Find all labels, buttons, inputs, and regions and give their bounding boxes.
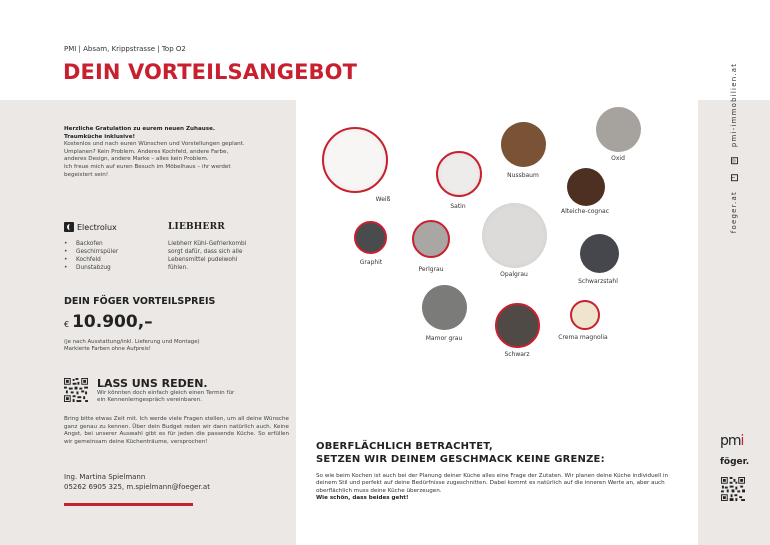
swatch-label: Mamor grau (425, 335, 463, 342)
swatch-label: Alteiche-cognac (561, 208, 609, 215)
list-item: • Dunstabzug (64, 264, 118, 272)
swatch[interactable] (567, 168, 605, 206)
list-item: • Backofen (64, 240, 118, 248)
intro-line: Umplanen? Kein Problem. Anderes Kochfeld, andere Farbe, (64, 148, 229, 155)
intro-line: Ich freue mich auf euren Besuch im Möbelhaus – ihr werdet (64, 163, 231, 170)
price-heading: DEIN FÖGER VORTEILSPREIS (64, 296, 216, 307)
swatch[interactable] (412, 220, 450, 258)
swatch-label: Graphit (359, 259, 383, 266)
intro-line: Kostenlos und nach euren Wünschen und Vorstellungen geplant. (64, 141, 245, 148)
instagram-icon[interactable]: ◎ (730, 157, 737, 163)
swatch-label: Nussbaum (507, 172, 539, 179)
swatch-label: Schwarzstahl (578, 278, 618, 285)
website-link-pmi[interactable]: pmi-immobilien.at (730, 62, 738, 147)
swatch[interactable] (322, 127, 388, 193)
talk-line-2: ein Kennenlerngespräch vereinbaren. (97, 397, 202, 404)
facebook-icon[interactable]: f (731, 174, 738, 181)
swatch-label: Schwarz (504, 351, 530, 358)
swatch-label: Opalgrau (500, 271, 528, 278)
intro-text (64, 126, 289, 179)
liebherr-line: fühlen. (168, 265, 189, 271)
swatch[interactable] (495, 303, 540, 348)
electrolux-name: Electrolux (77, 222, 117, 232)
liebherr-line: Liebherr Kühl-Gefrierkombi (168, 241, 247, 247)
price (64, 312, 153, 332)
qr-code-icon[interactable] (721, 477, 745, 501)
list-item: • Geschirrspüler (64, 248, 118, 256)
section-closing: Wie schön, dass beides geht! (316, 495, 409, 502)
liebherr-line: Lebensmittel pudelwohl (168, 257, 238, 263)
section-title-line-1: OBERFLÄCHLICH BETRACHTET, (316, 441, 493, 452)
pmi-logo-text: pm (720, 433, 741, 449)
foger-logo: föger. (720, 457, 750, 467)
price-currency: € (64, 320, 70, 329)
section-text (316, 473, 686, 503)
talk-title: LASS UNS REDEN. (97, 377, 208, 390)
pmi-logo-accent: i (740, 433, 744, 449)
swatch-label: Oxid (611, 155, 625, 162)
swatch[interactable] (482, 203, 547, 268)
price-value: 10.900,– (72, 312, 153, 332)
breadcrumb: PMI | Absam, Krippstrasse | Top O2 (64, 45, 186, 53)
liebherr-line: sorgt dafür, dass sich alle (168, 249, 243, 255)
electrolux-logo-icon (64, 222, 74, 232)
contact (64, 472, 210, 492)
swatch-label: Crema magnolia (558, 334, 608, 341)
intro-line: begeistert sein! (64, 171, 109, 178)
intro-line: anderes Design, andere Marke – alles kein Problem. (64, 156, 209, 163)
liebherr-description (168, 240, 288, 272)
price-note-line-1: (je nach Ausstattung/inkl. Lieferung und Montage) (64, 339, 200, 345)
swatch-label: Satin (450, 203, 466, 210)
swatch[interactable] (580, 234, 619, 273)
pmi-logo (720, 433, 743, 449)
intro-headline-1: Herzliche Gratulation zu eurem neuen Zuhause. (64, 126, 215, 132)
swatch[interactable] (354, 221, 387, 254)
electrolux-appliance-list (64, 240, 118, 272)
website-link-foeger[interactable]: foeger.at (730, 190, 738, 233)
swatch-label: Perlgrau (418, 266, 444, 273)
talk-text (97, 390, 234, 405)
price-note (64, 339, 200, 353)
intro-headline-2: Traumküche inklusive! (64, 133, 136, 140)
contact-details[interactable]: 05262 6905 325, m.spielmann@foeger.at (64, 483, 210, 491)
swatch[interactable] (501, 122, 546, 167)
section-title-line-2: SETZEN WIR DEINEM GESCHMACK KEINE GRENZE: (316, 454, 605, 465)
section-title (316, 440, 605, 466)
body-text: Bring bitte etwas Zeit mit. Ich werde viele Fragen stellen, um all deine Wünsche ganz genau zu kennen. Über dein Budget reden wir dann natürlich auch. Keine Angst, bei unserer Auswahl gibt es für jeden die passende Küche. So erfüllen wir gemeinsam deine Küchenträume, versprochen! (64, 416, 289, 445)
swatch[interactable] (422, 285, 467, 330)
brand-row (64, 222, 289, 234)
swatch-label: Weiß (375, 196, 391, 203)
list-item: • Kochfeld (64, 256, 118, 264)
electrolux-logo (64, 222, 117, 232)
section-paragraph: So wie beim Kochen ist auch bei der Planung deiner Küche alles eine Frage der Zutaten. Wir planen deine Küche individuell in deinem Stil und perfekt auf deine Bedürfnisse zugeschnitten. Dabei kommt es natürlich auf die inneren Werte an, aber auch oberflächlich muss deine Küche überzeugen. (316, 473, 669, 494)
page-title: DEIN VORTEILSANGEBOT (63, 60, 358, 84)
qr-code-icon[interactable] (64, 378, 88, 402)
swatch[interactable] (436, 151, 482, 197)
price-note-line-2: Markierte Farben ohne Aufpreis! (64, 346, 151, 353)
contact-name: Ing. Martina Spielmann (64, 473, 146, 481)
swatch[interactable] (596, 107, 641, 152)
swatch[interactable] (570, 300, 600, 330)
talk-line-1: Wir könnten doch einfach gleich einen Termin für (97, 390, 235, 396)
sidebar-vertical-links (724, 60, 744, 235)
accent-bar (64, 503, 193, 506)
liebherr-logo: LIEBHERR (168, 222, 225, 232)
